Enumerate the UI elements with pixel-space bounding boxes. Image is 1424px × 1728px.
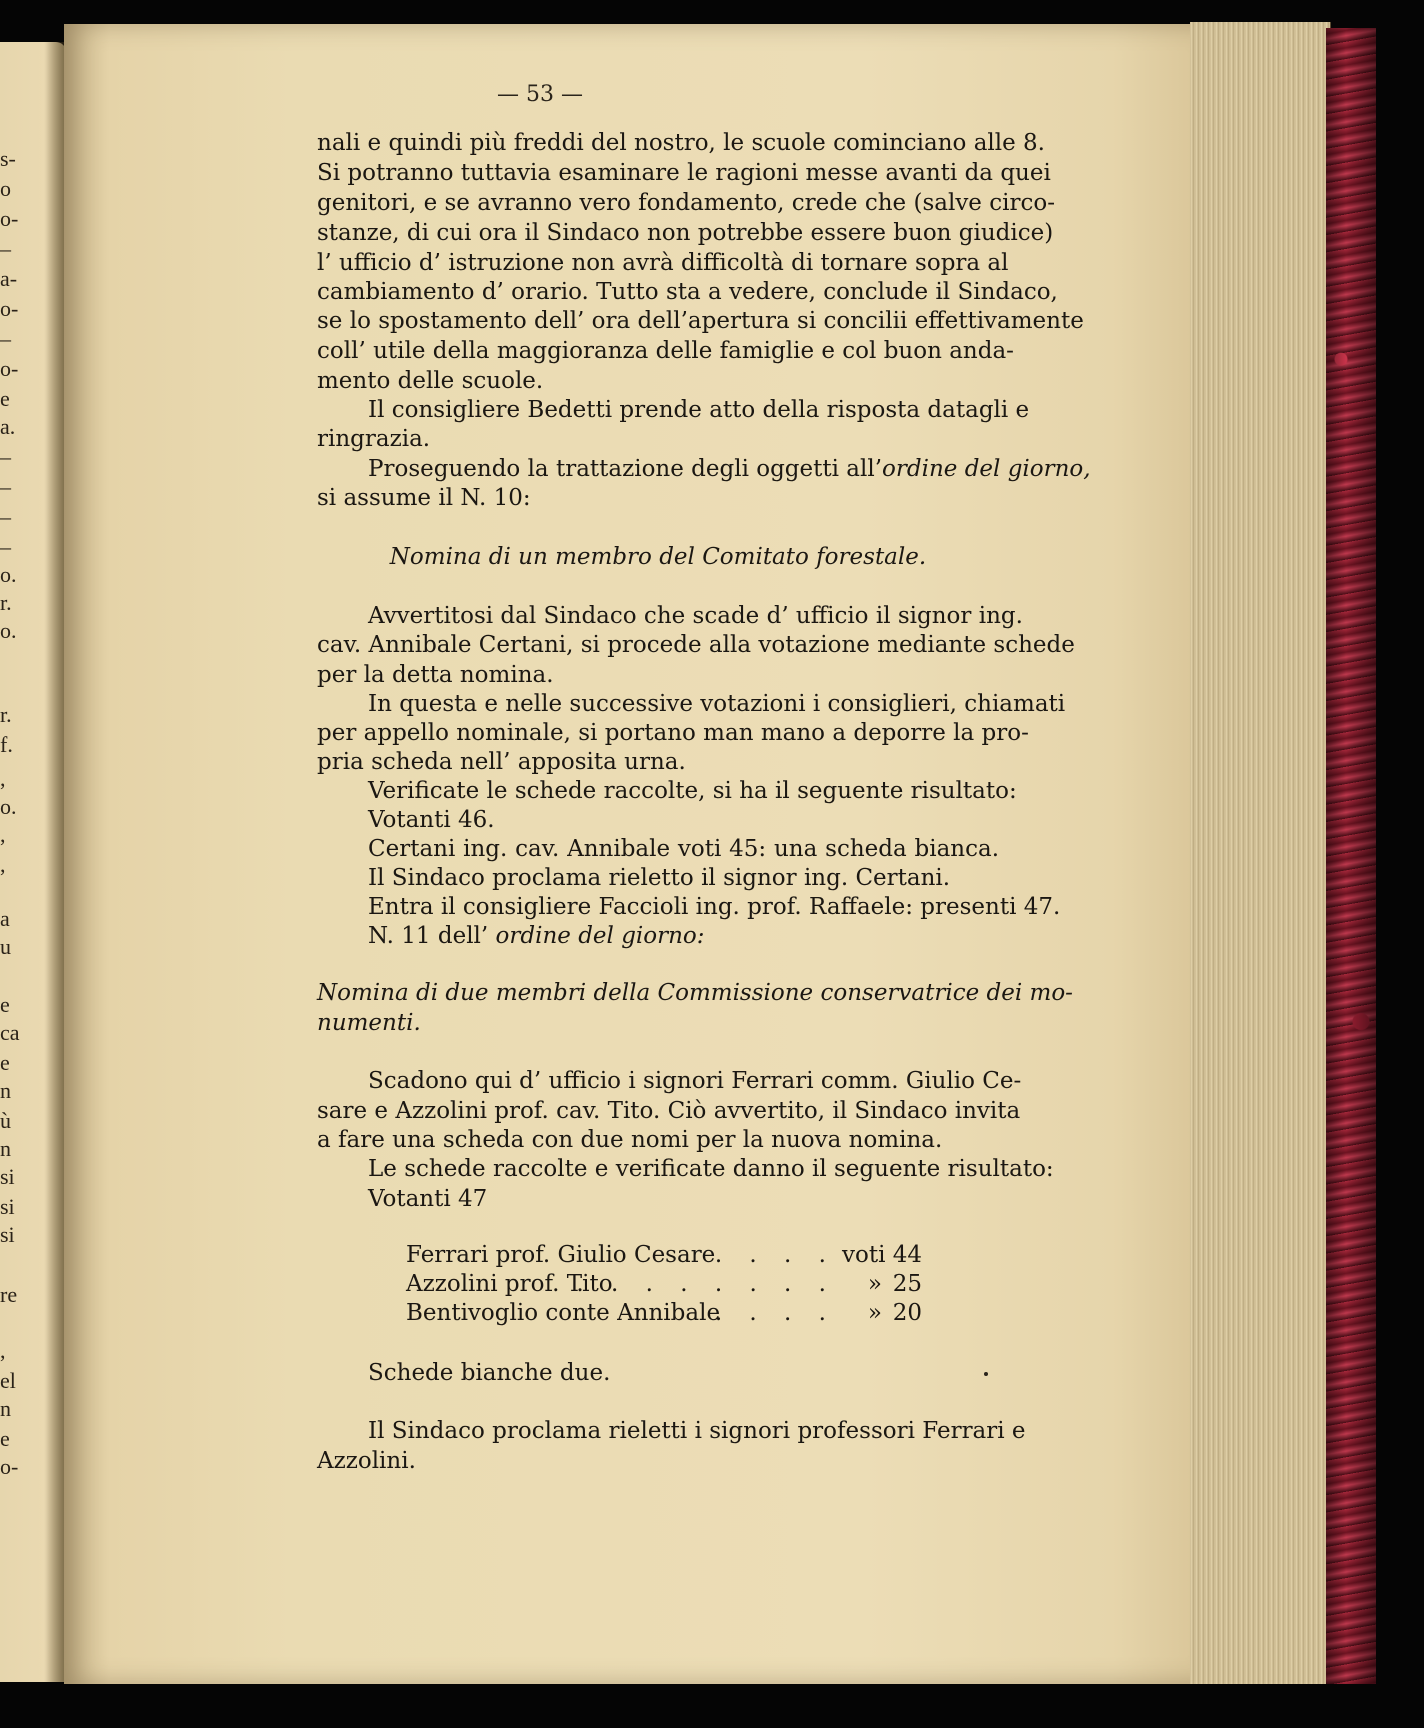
vote-count: 44 [892, 1242, 922, 1268]
text-fragment: N. 11 dell’ [368, 923, 489, 949]
left-page-fragment: e [0, 1426, 10, 1451]
text-line: se lo spostamento dell’ ora dell’apertura si concilii effettivamente [317, 308, 1084, 334]
leader-dots: . . . . [714, 1242, 836, 1268]
text-line: Schede bianche due. [368, 1360, 611, 1386]
left-page-fragment: a [0, 906, 10, 931]
left-page-fragment: – [0, 474, 11, 499]
text-line [368, 454, 1091, 484]
text-line: Il Sindaco proclama rieletto il signor ing. Certani. [368, 865, 951, 891]
left-page-fragment: a. [0, 414, 16, 439]
vote-row [406, 1269, 922, 1299]
text-line: si assume il N. 10: [317, 485, 531, 511]
left-page-fragment: f. [0, 732, 13, 757]
text-line: Entra il consigliere Faccioli ing. prof. Raffaele: presenti 47. [368, 894, 1061, 920]
left-page-fragment: , [0, 766, 6, 791]
text-line: a fare una scheda con due nomi per la nuova nomina. [317, 1127, 943, 1153]
left-page-fragment: si [0, 1222, 15, 1247]
left-page-fragment: – [0, 236, 11, 261]
text-line: pria scheda nell’ apposita urna. [317, 749, 686, 775]
left-page-fragment: , [0, 852, 6, 877]
page-number: — 53 — [497, 82, 583, 107]
left-page-fragment: u [0, 934, 11, 959]
left-page-fragment: o. [0, 618, 17, 643]
left-page-fragment: n [0, 1078, 11, 1103]
left-page-fragment: ca [0, 1020, 20, 1045]
left-page-fragment: r. [0, 590, 12, 615]
candidate-name: Ferrari prof. Giulio Cesare [406, 1242, 716, 1268]
text-line: sare e Azzolini prof. cav. Tito. Ciò avvertito, il Sindaco invita [317, 1098, 1021, 1124]
leader-dots: . . . . . . . . [576, 1271, 836, 1297]
left-page-fragment: o- [0, 1454, 19, 1479]
text-line: stanze, di cui ora il Sindaco non potrebbe essere buon giudice) [317, 220, 1054, 246]
text-fragment: Proseguendo la trattazione degli oggetti all’ [368, 456, 883, 482]
left-page-fragment: , [0, 822, 6, 847]
left-page-fragment: , [0, 1338, 6, 1363]
text-line: In questa e nelle successive votazioni i consiglieri, chiamati [368, 691, 1066, 717]
section-heading: Nomina di un membro del Comitato forestale. [389, 544, 927, 570]
vote-label: » [867, 1271, 882, 1297]
text-line: per la detta nomina. [317, 662, 554, 688]
left-page-fragment: si [0, 1164, 15, 1189]
vote-label: voti [842, 1242, 886, 1268]
vote-label: » [867, 1300, 882, 1326]
section-heading: numenti. [317, 1010, 421, 1036]
left-page-fragment: o. [0, 562, 17, 587]
text-line: cav. Annibale Certani, si procede alla votazione mediante schede [317, 632, 1075, 658]
left-page-fragment: n [0, 1396, 11, 1421]
left-page-fragment: s- [0, 146, 16, 171]
left-page-fragment: r. [0, 702, 12, 727]
marbled-cover [1326, 28, 1376, 1684]
left-page-fragment: a- [0, 266, 18, 291]
candidate-name: Azzolini prof. Tito [406, 1271, 613, 1297]
vote-row [406, 1240, 922, 1270]
text-line [368, 921, 999, 951]
text-line: Si potranno tuttavia esaminare le ragioni messe avanti da quei [317, 160, 1051, 186]
left-page-fragment: o- [0, 296, 19, 321]
text-line: Verificate le schede raccolte, si ha il seguente risultato: [368, 778, 1017, 804]
left-page-fragment: – [0, 444, 11, 469]
text-line: Votanti 46. [368, 807, 495, 833]
text-line: per appello nominale, si portano man mano a deporre la pro- [317, 720, 1029, 746]
text-line: ringrazia. [317, 426, 431, 452]
text-line: Certani ing. cav. Annibale voti 45: una scheda bianca. [368, 836, 999, 862]
left-page-fragment: n [0, 1136, 11, 1161]
left-page-fragment: e [0, 386, 10, 411]
text-line: genitori, e se avranno vero fondamento, crede che (salve circo- [317, 190, 1055, 216]
italic-text: ordine del giorno, [882, 456, 1091, 482]
vote-count: 20 [892, 1300, 922, 1326]
left-page-fragment: o [0, 176, 11, 201]
gutter-shadow [44, 42, 66, 1682]
text-line: nali e quindi più freddi del nostro, le scuole cominciano alle 8. [317, 130, 1045, 156]
left-page-fragment: – [0, 534, 11, 559]
left-page-fragment: re [0, 1282, 18, 1307]
candidate-name: Bentivoglio conte Annibale [406, 1300, 721, 1326]
text-line: Avvertitosi dal Sindaco che scade d’ ufficio il signor ing. [368, 603, 1023, 629]
text-line: Votanti 47 [368, 1186, 488, 1212]
left-page-fragment: e [0, 992, 10, 1017]
text-line: Il Sindaco proclama rieletti i signori professori Ferrari e [368, 1418, 1026, 1444]
left-page-fragment: el [0, 1368, 16, 1393]
left-page-fragment: o- [0, 356, 19, 381]
section-heading: Nomina di due membri della Commissione conservatrice dei mo- [317, 980, 1073, 1006]
left-page-fragment: o. [0, 794, 17, 819]
text-line: Le schede raccolte e verificate danno il seguente risultato: [368, 1156, 1054, 1182]
text-line: Scadono qui d’ ufficio i signori Ferrari comm. Giulio Ce- [368, 1068, 1022, 1094]
ink-speck [984, 1372, 988, 1376]
text-line: coll’ utile della maggioranza delle famiglie e col buon anda- [317, 338, 1014, 364]
left-page-fragment: ù [0, 1108, 11, 1133]
text-line: Il consigliere Bedetti prende atto della risposta datagli e [368, 397, 1030, 423]
left-page-fragment: si [0, 1194, 15, 1219]
left-page-fragment: o- [0, 206, 19, 231]
text-line: l’ ufficio d’ istruzione non avrà difficoltà di tornare sopra al [317, 250, 1009, 276]
left-page-fragment: e [0, 1050, 10, 1075]
page-edges [1190, 22, 1331, 1684]
leader-dots: . . . . [714, 1300, 836, 1326]
text-line: mento delle scuole. [317, 368, 544, 394]
vote-count: 25 [892, 1271, 922, 1297]
left-page-fragment: – [0, 326, 11, 351]
vote-row [406, 1298, 922, 1328]
left-page-fragment: – [0, 504, 11, 529]
text-line: Azzolini. [317, 1448, 416, 1474]
text-line: cambiamento d’ orario. Tutto sta a vedere, conclude il Sindaco, [317, 279, 1058, 305]
italic-text: ordine del giorno: [495, 923, 705, 949]
